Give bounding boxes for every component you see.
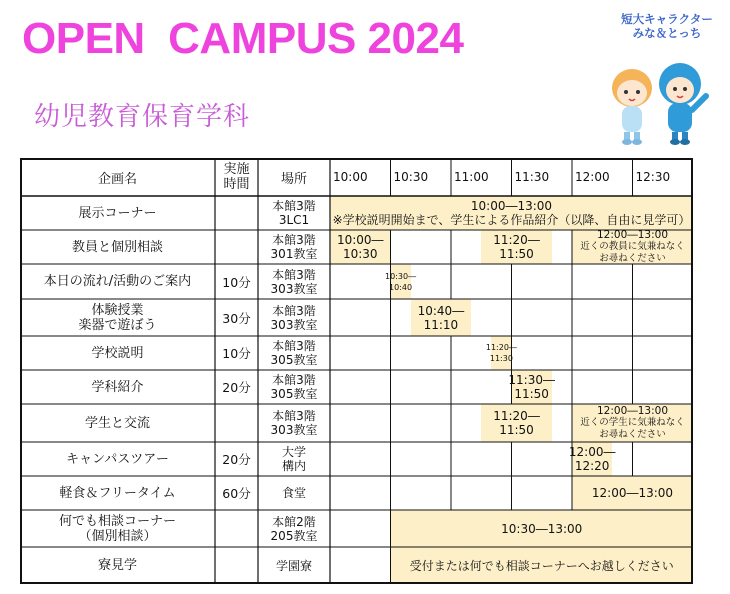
mascot-characters-illustration	[600, 44, 720, 149]
schedule-block-text	[330, 196, 693, 230]
event-name	[20, 476, 215, 510]
cell-line: キャンパスツアー	[66, 451, 169, 467]
schedule-line: 10:30―13:00	[501, 521, 583, 536]
mascot-mina	[612, 69, 652, 145]
cell-line: 3LC1	[278, 213, 310, 227]
schedule-line: ※学校説明開始まで、学生による作品紹介（以降、自由に見学可）	[332, 213, 691, 227]
schedule-line: 近くの教員に気兼ねなく	[580, 241, 685, 252]
event-place	[258, 476, 330, 510]
header-place: 場所	[280, 171, 307, 187]
event-name	[20, 196, 215, 230]
event-name	[20, 336, 215, 370]
schedule-block-text	[481, 230, 552, 264]
cell-line: 学校説明	[91, 345, 144, 361]
schedule-block-text	[330, 230, 391, 264]
event-duration	[215, 230, 258, 264]
schedule-line: 12:00―13:00	[596, 229, 669, 241]
event-name	[20, 299, 215, 336]
cell-line: 305教室	[270, 387, 318, 401]
event-duration: 30分	[222, 310, 251, 326]
schedule-block-text	[391, 547, 694, 584]
schedule-line: 12:20	[574, 459, 610, 473]
event-duration	[215, 404, 258, 442]
schedule-line: 11:50	[499, 247, 534, 261]
schedule-line: 近くの学生に気兼ねなく	[580, 417, 685, 428]
schedule-line: 11:20―	[485, 343, 517, 352]
character-label-line2: みな＆とっち	[632, 26, 702, 40]
cell-line: 楽器で遊ぼう	[78, 317, 157, 333]
cell-line: 展示コーナー	[78, 205, 157, 221]
cell-line: 寮見学	[97, 558, 137, 573]
event-duration: 60分	[222, 486, 251, 501]
time-header-label: 10:30	[393, 170, 429, 184]
schedule-line: 11:20―	[493, 233, 540, 247]
event-duration: 10分	[222, 346, 251, 361]
event-duration	[215, 547, 258, 584]
schedule-line: 10:00―13:00	[470, 199, 553, 213]
event-place	[258, 370, 330, 404]
header-duration	[215, 158, 258, 196]
event-duration: 10分	[222, 274, 251, 290]
cell-line: 大学	[281, 445, 306, 459]
event-duration: 20分	[222, 380, 251, 395]
event-name	[20, 370, 215, 404]
time-header-label: 12:30	[635, 170, 671, 184]
cell-line: 軽食＆フリータイム	[59, 485, 176, 501]
cell-line: （個別相談）	[78, 528, 157, 544]
cell-line: 教員と個別相談	[71, 239, 163, 255]
schedule-table	[20, 158, 693, 584]
cell-line: 本館3階	[272, 339, 316, 353]
event-duration	[215, 196, 258, 230]
cell-line: 構内	[281, 459, 306, 473]
schedule-block-text	[391, 510, 694, 547]
cell-line: 本館2階	[272, 514, 316, 529]
cell-line: 何でも相談コーナー	[58, 513, 176, 529]
cell-line: 体験授業	[91, 302, 144, 318]
page-title: OPEN CAMPUS 2024	[22, 14, 464, 63]
schedule-line: お尋ねください	[599, 429, 666, 440]
cell-line: 食堂	[281, 486, 306, 500]
cell-line: 301教室	[270, 247, 318, 261]
schedule-block-text	[411, 299, 472, 336]
event-place	[258, 196, 330, 230]
cell-line: 本館3階	[272, 303, 316, 318]
cell-line: 本館3階	[272, 373, 316, 387]
schedule-block-text	[572, 230, 693, 264]
event-name	[20, 547, 215, 584]
schedule-block-text	[572, 476, 693, 510]
character-label-line1: 短大キャラクター	[621, 12, 713, 26]
cell-line: 本館3階	[272, 199, 316, 213]
cell-line: 学科紹介	[91, 379, 144, 395]
character-label	[612, 12, 722, 40]
schedule-line: 10:30―	[385, 271, 417, 281]
schedule-block-text	[385, 264, 417, 299]
event-name	[20, 404, 215, 442]
event-place	[258, 299, 330, 336]
schedule-line: 12:00―13:00	[591, 486, 674, 500]
cell-line: 303教室	[270, 317, 318, 332]
header-event: 企画名	[97, 171, 137, 187]
schedule-line: 10:40―	[417, 303, 465, 318]
cell-line: 本館3階	[272, 267, 316, 282]
schedule-line: 12:00―13:00	[596, 405, 669, 417]
cell-line: 305教室	[270, 353, 318, 367]
schedule-line: 受付または何でも相談コーナーへお越しください	[409, 558, 674, 573]
schedule-block-text	[508, 370, 555, 404]
schedule-line: 11:10	[423, 317, 459, 332]
event-duration	[215, 510, 258, 547]
event-name	[20, 510, 215, 547]
schedule-line: 10:30	[342, 247, 378, 261]
cell-line: 本日の流れ/活動のご案内	[43, 274, 192, 289]
time-header-label: 11:00	[454, 170, 489, 184]
time-header-label: 11:30	[514, 170, 550, 184]
schedule-block-text	[485, 336, 517, 370]
schedule-line: 12:00―	[568, 445, 616, 459]
cell-line: 学生と交流	[84, 415, 150, 431]
event-duration: 20分	[222, 452, 251, 467]
schedule-line: 11:20―	[493, 409, 540, 423]
time-header-label: 12:00	[575, 170, 610, 184]
cell-line: 303教室	[270, 423, 318, 437]
event-place	[258, 264, 330, 299]
event-place	[258, 336, 330, 370]
cell-line: 本館3階	[272, 233, 316, 247]
cell-line: 303教室	[270, 281, 318, 296]
schedule-block-text	[481, 404, 552, 442]
cell-line: 本館3階	[272, 409, 316, 423]
time-header-label: 10:00	[333, 170, 368, 184]
event-name	[20, 264, 215, 299]
schedule-line: 10:00―	[336, 233, 384, 247]
schedule-block-text	[572, 404, 693, 442]
schedule-block-text	[568, 442, 616, 476]
schedule-line: 11:50	[499, 423, 534, 437]
event-place	[258, 510, 330, 547]
event-name	[20, 442, 215, 476]
cell-line: 205教室	[270, 528, 318, 543]
event-place	[258, 547, 330, 584]
schedule-line: 10:40	[389, 282, 413, 292]
schedule-line: 11:30	[489, 354, 513, 363]
event-name	[20, 230, 215, 264]
department-subtitle: 幼児教育保育学科	[34, 102, 251, 132]
schedule-line: 11:50	[514, 387, 549, 401]
header-duration-line2: 時間	[223, 177, 250, 192]
cell-line: 学園寮	[275, 558, 312, 573]
header-duration-line1: 実施	[223, 162, 250, 177]
schedule-line: お尋ねください	[599, 253, 666, 264]
event-place	[258, 230, 330, 264]
event-place	[258, 442, 330, 476]
schedule-line: 11:30―	[508, 373, 555, 387]
event-place	[258, 404, 330, 442]
mascot-totchi	[659, 63, 706, 145]
